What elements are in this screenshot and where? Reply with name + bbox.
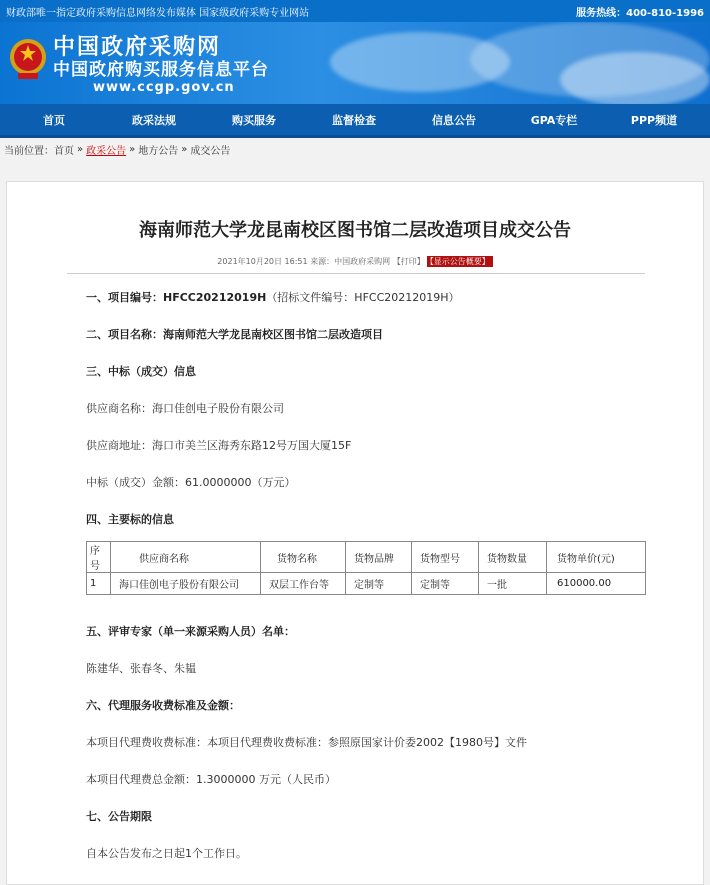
nav-regulations[interactable]: 政采法规	[132, 113, 176, 127]
items-table	[86, 541, 646, 595]
breadcrumb-home[interactable]: 首页	[54, 145, 74, 157]
table-header: 序号	[87, 542, 111, 573]
award-amount: 中标（成交）金额：61.0000000（万元）	[86, 476, 296, 489]
show-summary-button[interactable]: 【显示公告概要】	[427, 256, 493, 267]
table-header: 货物型号	[412, 542, 479, 573]
table-header: 货物数量	[479, 542, 547, 573]
article-meta	[7, 256, 703, 267]
project-number-extra: （招标文件编号：HFCC20212019H）	[266, 291, 460, 304]
nav-home[interactable]: 首页	[43, 113, 65, 127]
breadcrumb-prefix: 当前位置：	[4, 145, 54, 157]
announcement-period: 自本公告发布之日起1个工作日。	[86, 847, 247, 860]
table-cell: 双层工作台等	[261, 573, 346, 595]
breadcrumb-local[interactable]: 地方公告	[138, 145, 179, 157]
section-experts: 五、评审专家（单一来源采购人员）名单：	[86, 625, 295, 638]
breadcrumb-sep: »	[181, 143, 188, 155]
nav-gpa[interactable]: GPA专栏	[530, 113, 578, 127]
breadcrumb-sep: »	[129, 143, 136, 155]
site-subtitle: 中国政府购买服务信息平台	[53, 60, 269, 80]
national-emblem-icon	[8, 35, 48, 83]
article-body	[7, 291, 645, 861]
breadcrumb	[0, 138, 710, 160]
nav-purchase-services[interactable]: 购买服务	[232, 113, 276, 127]
fee-standard: 本项目代理费收费标准：本项目代理费收费标准：参照原国家计价委2002【1980号】文件	[86, 736, 527, 749]
fee-total: 本项目代理费总金额：1.3000000 万元（人民币）	[86, 773, 336, 786]
table-header: 货物名称	[261, 542, 346, 573]
main-nav	[0, 104, 710, 138]
top-bar-slogan: 财政部唯一指定政府采购信息网络发布媒体 国家级政府采购专业网站	[6, 7, 310, 19]
table-header-row	[87, 542, 646, 573]
article-title: 海南师范大学龙昆南校区图书馆二层改造项目成交公告	[139, 220, 571, 241]
table-header: 货物品牌	[346, 542, 412, 573]
section-period: 七、公告期限	[86, 810, 152, 823]
project-number-label: 一、项目编号：HFCC20212019H	[86, 291, 267, 304]
nav-ppp[interactable]: PPP频道	[630, 113, 678, 127]
divider	[67, 273, 645, 274]
breadcrumb-sep: »	[77, 143, 84, 155]
section-main-items: 四、主要标的信息	[86, 513, 174, 526]
top-bar	[0, 0, 710, 22]
supplier-name: 供应商名称：海口佳创电子股份有限公司	[86, 402, 284, 415]
section-agency-fee: 六、代理服务收费标准及金额：	[86, 699, 240, 712]
breadcrumb-link[interactable]: 政采公告	[86, 145, 127, 157]
section-project-number	[86, 291, 645, 305]
nav-announcements[interactable]: 信息公告	[432, 113, 476, 127]
nav-supervision[interactable]: 监督检查	[332, 113, 376, 127]
table-header: 供应商名称	[111, 542, 261, 573]
table-cell: 1	[87, 573, 111, 595]
site-banner	[0, 22, 710, 104]
experts-list: 陈建华、张春冬、朱韫	[86, 662, 196, 675]
service-hotline: 服务热线：400-810-1996	[576, 7, 704, 19]
site-title: 中国政府采购网	[53, 35, 222, 60]
article-meta-text: 2021年10月20日 16:51 来源：中国政府采购网 【打印】	[217, 257, 425, 266]
table-cell: 定制等	[346, 573, 412, 595]
site-logo[interactable]	[53, 36, 269, 96]
section-project-name: 二、项目名称：海南师范大学龙昆南校区图书馆二层改造项目	[86, 328, 383, 341]
table-cell: 定制等	[412, 573, 479, 595]
supplier-address: 供应商地址：海口市美兰区海秀东路12号万国大厦15F	[86, 439, 352, 452]
table-cell: 610000.00	[547, 573, 646, 595]
article-panel	[6, 181, 704, 885]
table-cell: 海口佳创电子股份有限公司	[111, 573, 261, 595]
table-cell: 一批	[479, 573, 547, 595]
table-row	[87, 573, 646, 595]
table-header: 货物单价(元)	[547, 542, 646, 573]
section-award-info: 三、中标（成交）信息	[86, 365, 196, 378]
breadcrumb-current: 成交公告	[190, 145, 231, 157]
site-url: www.ccgp.gov.cn	[93, 80, 235, 95]
